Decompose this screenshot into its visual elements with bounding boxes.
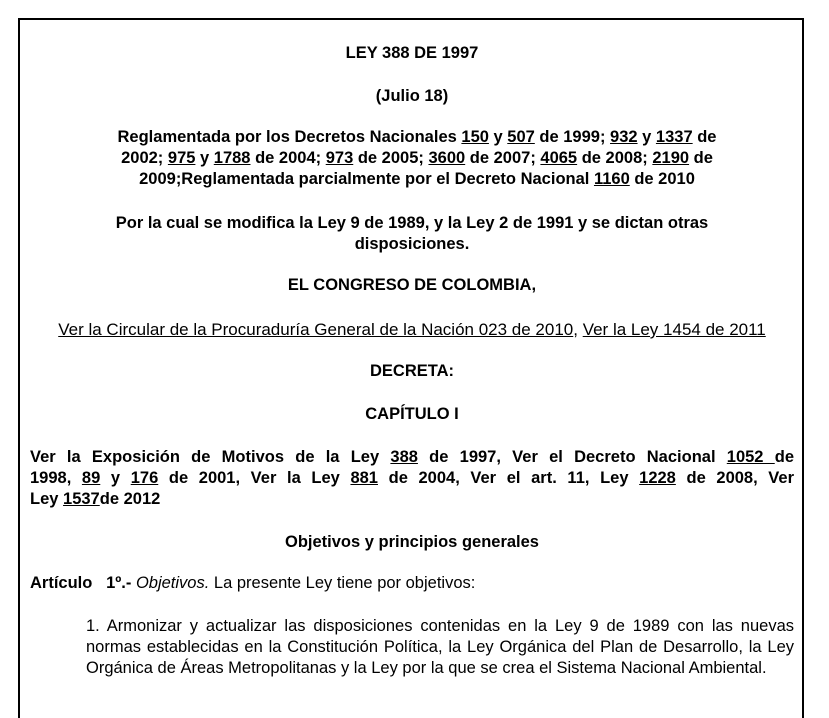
decree-2190-link[interactable]: 2190 bbox=[652, 149, 690, 167]
decree-975-link[interactable]: 975 bbox=[167, 149, 196, 167]
objective-item-1: 1. Armonizar y actualizar las disposiciones contenidas en la Ley 9 de 1989 con las nuevas normas establecidas en la Constitución Política, la Ley Orgánica del Plan de Desarrollo, la Ley Orgánica de Áreas Metropolitanas y la Ley por la que se crea el Sistema Nacional Ambiental. bbox=[86, 617, 794, 677]
see-also-note bbox=[30, 447, 794, 510]
decreta-heading: DECRETA: bbox=[369, 362, 455, 380]
chapter-heading: CAPÍTULO I bbox=[365, 405, 459, 423]
regulation-line-1: Reglamentada por los Decretos Nacionales 150 y 507 de 1999; 932 y 1337 de bbox=[117, 128, 717, 146]
article-1 bbox=[30, 573, 794, 594]
decree-3600-link[interactable]: 3600 bbox=[428, 149, 466, 167]
see-also-line-1: Ver la Exposición de Motivos de la Ley 388 de 1997, Ver el Decreto Nacional 1052 de bbox=[30, 448, 794, 466]
regulation-line-3: 2009;Reglamentada parcialmente por el Decreto Nacional 1160 de 2010 bbox=[139, 170, 695, 188]
ley-1454-link[interactable]: Ver la Ley 1454 de 2011 bbox=[582, 320, 766, 339]
see-also-line-3: Ley 1537de 2012 bbox=[30, 490, 161, 508]
document-page bbox=[18, 18, 804, 718]
law-date: (Julio 18) bbox=[375, 87, 449, 105]
decree-4065-link[interactable]: 4065 bbox=[540, 149, 578, 167]
decree-1052-link[interactable]: 1052 bbox=[726, 448, 775, 466]
ley-89-link[interactable]: 89 bbox=[81, 469, 101, 487]
reference-links: Ver la Circular de la Procuraduría General de la Nación 023 de 2010, Ver la Ley 1454 de 2011 bbox=[58, 320, 766, 339]
article-name: Objetivos. bbox=[135, 574, 210, 592]
ley-1537-link[interactable]: 1537 bbox=[63, 490, 100, 508]
decree-507-link[interactable]: 507 bbox=[507, 128, 535, 146]
ley-881-link[interactable]: 881 bbox=[350, 469, 378, 487]
article-text: La presente Ley tiene por objetivos: bbox=[209, 574, 476, 592]
decree-150-link[interactable]: 150 bbox=[461, 128, 489, 146]
congress-heading: EL CONGRESO DE COLOMBIA, bbox=[287, 276, 537, 294]
regulation-note bbox=[70, 127, 764, 190]
ley-176-link[interactable]: 176 bbox=[130, 469, 159, 487]
article-label: Artículo 1º.- bbox=[30, 574, 136, 592]
ley-1228-link[interactable]: 1228 bbox=[639, 469, 676, 487]
decree-932-link[interactable]: 932 bbox=[610, 128, 638, 146]
law-purpose: Por la cual se modifica la Ley 9 de 1989, y la Ley 2 de 1991 y se dictan otras disposiciones. bbox=[115, 214, 709, 253]
decree-1337-link[interactable]: 1337 bbox=[655, 128, 693, 146]
regulation-line-2: 2002; 975 y 1788 de 2004; 973 de 2005; 3600 de 2007; 4065 de 2008; 2190 de bbox=[121, 149, 713, 167]
decree-973-link[interactable]: 973 bbox=[325, 149, 354, 167]
see-also-line-2: 1998, 89 y 176 de 2001, Ver la Ley 881 de 2004, Ver el art. 11, Ley 1228 de 2008, Ver bbox=[30, 469, 794, 487]
law-title: LEY 388 DE 1997 bbox=[345, 44, 479, 62]
objectives-heading: Objetivos y principios generales bbox=[284, 533, 539, 551]
decree-1788-link[interactable]: 1788 bbox=[213, 149, 251, 167]
decree-1160-link[interactable]: 1160 bbox=[593, 170, 630, 188]
circular-link[interactable]: Ver la Circular de la Procuraduría General de la Nación 023 de 2010 bbox=[58, 320, 574, 339]
ley-388-link[interactable]: 388 bbox=[390, 448, 418, 466]
